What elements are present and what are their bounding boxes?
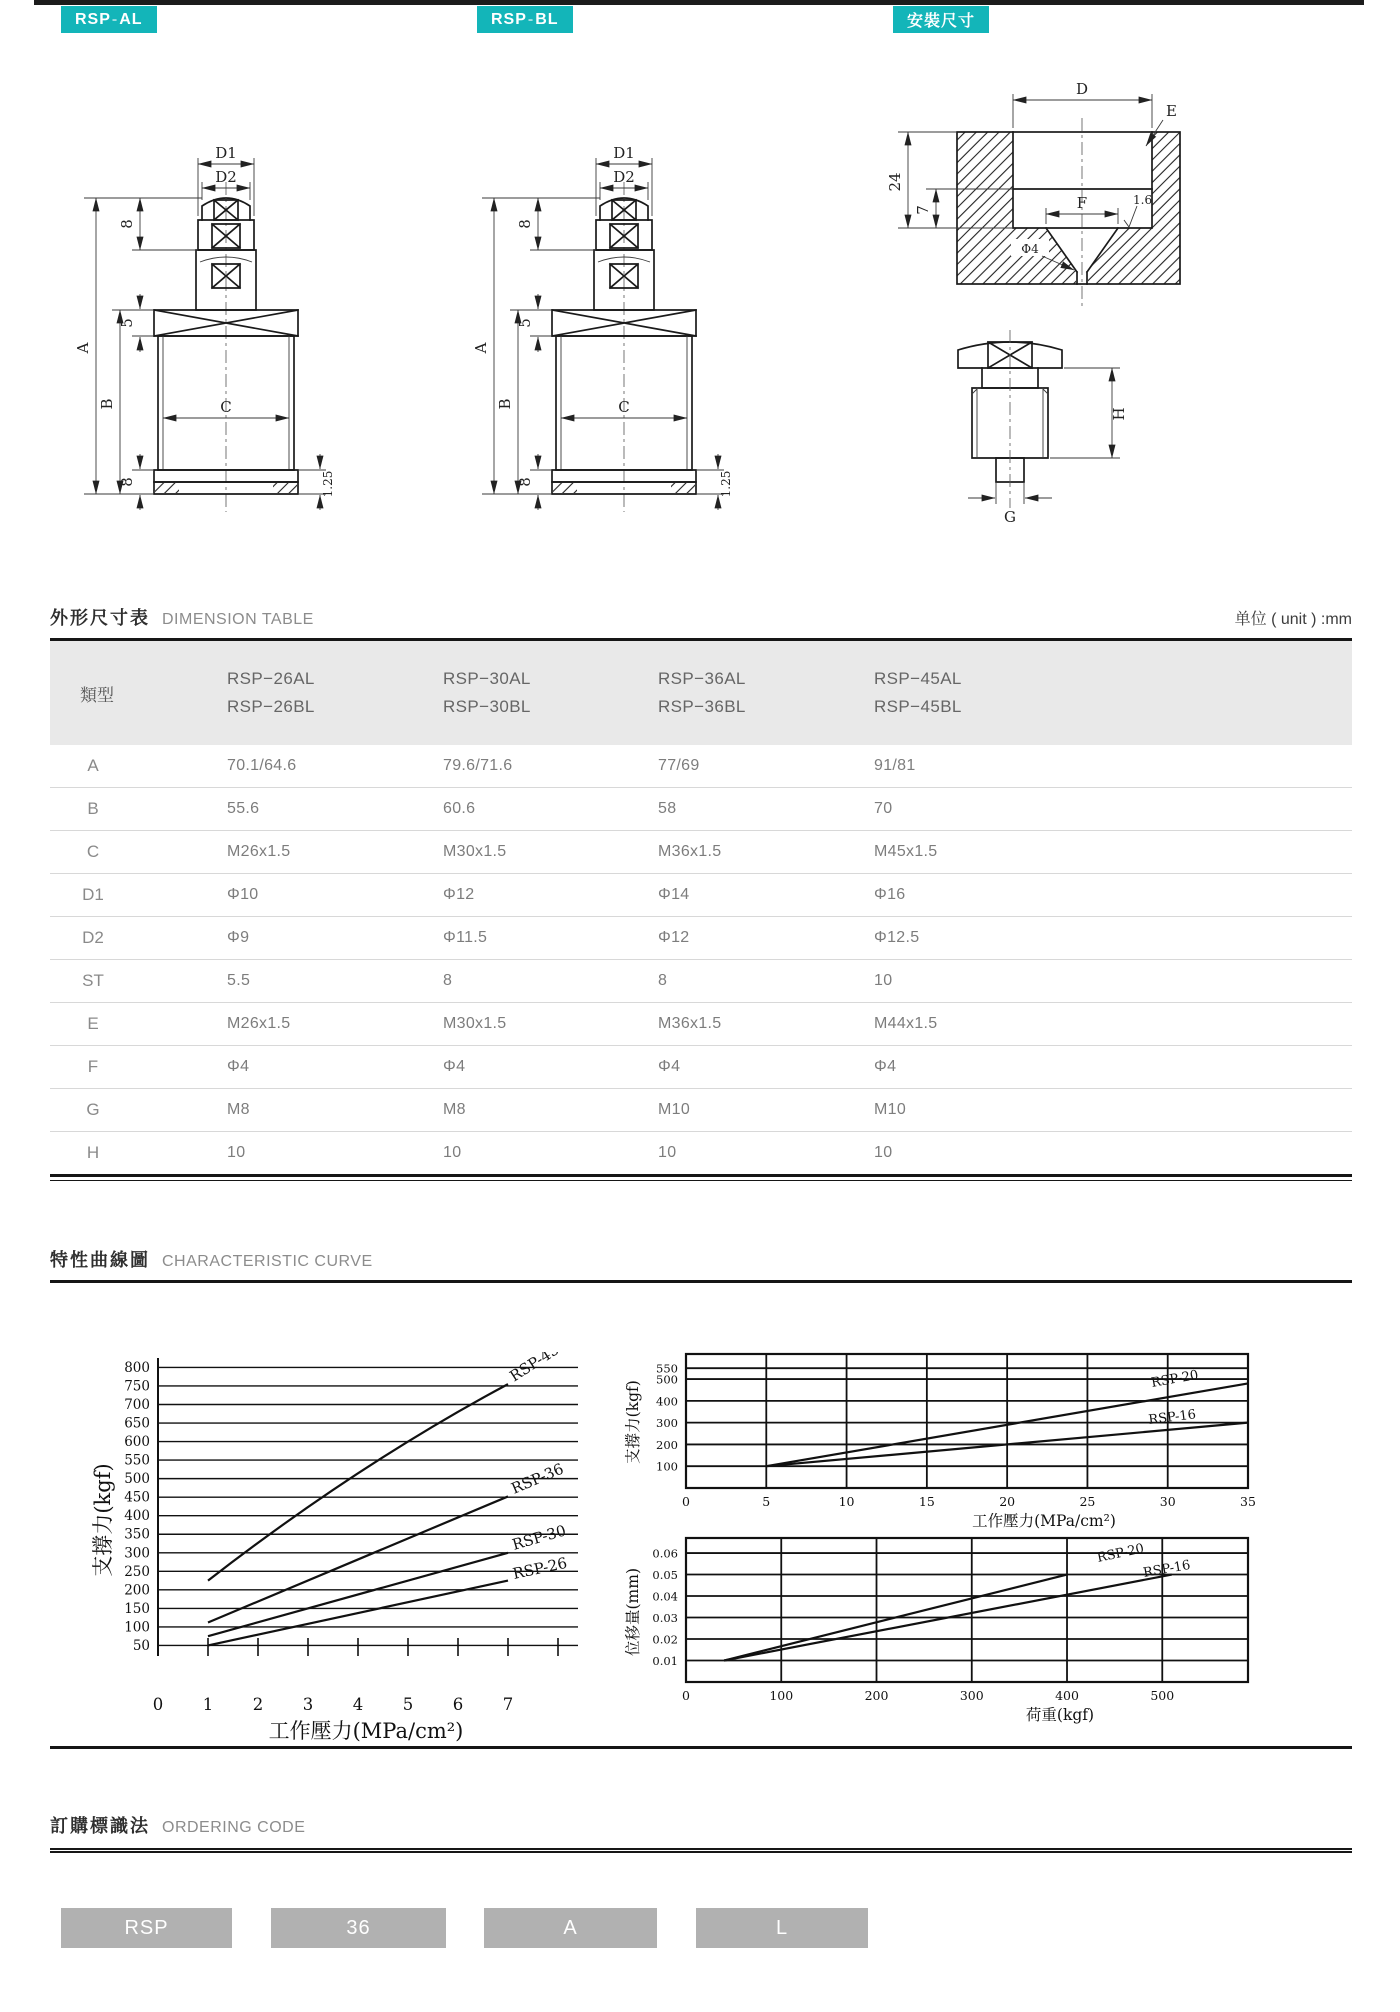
dim-label-8-bottom: 8 xyxy=(516,477,534,487)
table-cell: Φ14 xyxy=(658,886,690,903)
section-title-en: DIMENSION TABLE xyxy=(162,611,314,628)
table-cell: Φ12.5 xyxy=(874,929,920,946)
table-cell: Φ4 xyxy=(874,1058,897,1075)
y-tick-label: 500 xyxy=(124,1471,150,1488)
y-tick-label: 500 xyxy=(656,1372,678,1387)
x-tick-label: 0 xyxy=(682,1688,690,1703)
type-header: 類型 xyxy=(80,685,114,705)
cad-support-view xyxy=(36,66,336,541)
dim-label-hole: Φ4 xyxy=(1021,242,1039,256)
tab-label-sep: - xyxy=(111,10,119,28)
x-tick-label: 1 xyxy=(202,1695,214,1714)
tab-label-sep: - xyxy=(527,10,535,28)
row-label: H xyxy=(86,1143,100,1162)
ordering-title xyxy=(50,1812,1352,1838)
table-row xyxy=(50,1046,1352,1089)
y-tick-label: 550 xyxy=(656,1361,678,1376)
dim-label-b: B xyxy=(98,398,116,410)
tab-label: 安裝尺寸 xyxy=(907,13,976,30)
y-tick-label: 100 xyxy=(656,1459,678,1474)
x-tick-label: 35 xyxy=(1240,1494,1256,1509)
table-cell: Φ4 xyxy=(658,1058,681,1075)
model-name: RSP−36BL xyxy=(658,697,746,716)
dim-label-chamfer: 1.25 xyxy=(719,470,733,498)
x-axis-label: 工作壓力(MPa/cm²) xyxy=(268,1719,464,1743)
table-cell: 70.1/64.6 xyxy=(227,757,297,774)
chart-displacement-load-svg xyxy=(608,1524,1268,1724)
unit-label: 单位 ( unit ) :mm xyxy=(1234,611,1352,628)
x-tick-label: 4 xyxy=(352,1695,364,1714)
table-cell: Φ11.5 xyxy=(443,929,488,946)
table-cell: 55.6 xyxy=(227,800,260,817)
table-row xyxy=(50,1003,1352,1046)
section-title-zh: 訂購標識法 xyxy=(50,1816,150,1836)
x-tick-label: 30 xyxy=(1159,1494,1176,1509)
dim-label-a: A xyxy=(74,342,92,354)
x-tick-label: 200 xyxy=(864,1688,889,1703)
dim-label-d2: D2 xyxy=(215,168,237,186)
series-label: RSP-26 xyxy=(511,1553,569,1583)
x-axis-label: 荷重(kgf) xyxy=(1025,1706,1095,1724)
table-row xyxy=(50,874,1352,917)
y-tick-label: 800 xyxy=(124,1359,150,1376)
y-axis-label: 位移量(mm) xyxy=(624,1568,642,1656)
dim-label-g: G xyxy=(1004,508,1016,526)
y-tick-label: 0.04 xyxy=(652,1589,678,1604)
x-tick-label: 100 xyxy=(769,1688,794,1703)
model-name: RSP−26AL xyxy=(227,669,315,688)
row-label: D2 xyxy=(82,928,104,947)
x-tick-label: 0 xyxy=(152,1695,164,1714)
x-tick-label: 500 xyxy=(1150,1688,1175,1703)
y-tick-label: 750 xyxy=(124,1378,150,1395)
y-tick-label: 350 xyxy=(124,1526,150,1543)
y-tick-label: 100 xyxy=(124,1619,150,1636)
tab-label-prefix: RSP xyxy=(491,10,527,28)
tab-label-suffix: BL xyxy=(535,10,559,28)
dim-label-d: D xyxy=(1075,80,1089,98)
series-label: RSP-20 xyxy=(1150,1367,1200,1391)
ordering-box-4: L xyxy=(696,1908,868,1948)
dim-label-5: 5 xyxy=(516,318,534,328)
x-tick-label: 5 xyxy=(762,1494,771,1509)
dim-label-c: C xyxy=(618,398,630,416)
x-tick-label: 6 xyxy=(452,1695,464,1714)
drawing-rsp-bl xyxy=(434,66,734,546)
section-title-en: ORDERING CODE xyxy=(162,1819,306,1836)
model-name: RSP−30BL xyxy=(443,697,531,716)
chart-force-pressure-small xyxy=(608,1338,1268,1535)
section-title-zh: 外形尺寸表 xyxy=(50,608,150,628)
series-RSP-45 xyxy=(208,1384,508,1580)
series-label: RSP-16 xyxy=(1142,1557,1192,1581)
series-label: RSP-20 xyxy=(1095,1541,1146,1566)
table-cell: 10 xyxy=(227,1144,246,1161)
dim-label-8-top: 8 xyxy=(516,219,534,229)
dim-label-chamfer: 1.25 xyxy=(321,470,335,498)
section-rule xyxy=(50,1280,1352,1283)
table-cell: Φ12 xyxy=(443,886,475,903)
x-tick-label: 20 xyxy=(999,1494,1016,1509)
dim-label-b: B xyxy=(496,398,514,410)
y-tick-label: 300 xyxy=(124,1545,150,1562)
model-header-cell xyxy=(227,641,315,745)
table-cell: 91/81 xyxy=(874,757,916,774)
y-tick-label: 0.06 xyxy=(652,1546,678,1561)
table-cell: 70 xyxy=(874,800,893,817)
dim-label-f: F xyxy=(1076,194,1088,212)
section-rule xyxy=(50,1848,1352,1853)
table-cell: M30x1.5 xyxy=(443,843,507,860)
cad-mount-view xyxy=(870,56,1210,536)
ordering-section xyxy=(50,1812,1352,1853)
series-label: RSP-30 xyxy=(510,1521,568,1554)
table-cell: 77/69 xyxy=(658,757,700,774)
curve-section-title xyxy=(50,1246,1352,1272)
table-cell: 10 xyxy=(874,1144,893,1161)
dim-label-d1: D1 xyxy=(215,144,237,162)
surface-finish-label: 1.6 xyxy=(1133,193,1153,207)
x-tick-label: 400 xyxy=(1055,1688,1079,1703)
model-name: RSP−45AL xyxy=(874,669,962,688)
y-tick-label: 50 xyxy=(132,1637,150,1654)
y-tick-label: 200 xyxy=(656,1437,678,1452)
series-label: RSP-36 xyxy=(508,1459,567,1498)
model-name: RSP−26BL xyxy=(227,697,315,716)
y-tick-label: 250 xyxy=(124,1563,150,1580)
ordering-box-2: 36 xyxy=(271,1908,446,1948)
series-label: RSP-16 xyxy=(1147,1407,1197,1428)
x-tick-label: 0 xyxy=(682,1494,690,1509)
x-tick-label: 3 xyxy=(302,1695,314,1714)
row-label: G xyxy=(86,1100,100,1119)
dim-label-8-top: 8 xyxy=(118,219,136,229)
table-row xyxy=(50,917,1352,960)
curve-section-header xyxy=(50,1246,1352,1283)
drawing-mounting xyxy=(870,56,1210,541)
x-tick-label: 10 xyxy=(838,1494,855,1509)
y-tick-label: 300 xyxy=(656,1416,678,1431)
section-title-en: CHARACTERISTIC CURVE xyxy=(162,1253,373,1270)
row-label: F xyxy=(87,1057,99,1076)
table-row xyxy=(50,831,1352,874)
y-tick-label: 0.02 xyxy=(652,1632,678,1647)
row-label: C xyxy=(86,842,100,861)
dim-label-c: C xyxy=(220,398,232,416)
y-tick-label: 450 xyxy=(124,1489,150,1506)
x-tick-label: 15 xyxy=(918,1494,935,1509)
table-cell: M26x1.5 xyxy=(227,843,291,860)
model-header-cell xyxy=(874,641,962,745)
x-axis-label: 工作壓力(MPa/cm²) xyxy=(972,1512,1116,1530)
table-cell: M45x1.5 xyxy=(874,843,938,860)
table-cell: Φ9 xyxy=(227,929,250,946)
y-tick-label: 400 xyxy=(656,1394,678,1409)
chart-force-pressure-large xyxy=(88,1352,598,1749)
table-bottom-rule xyxy=(50,1174,1352,1181)
row-label: D1 xyxy=(82,885,104,904)
y-tick-label: 650 xyxy=(124,1415,150,1432)
x-tick-label: 300 xyxy=(959,1688,984,1703)
dimension-table-title xyxy=(50,604,1352,630)
dim-label-a: A xyxy=(472,342,490,354)
cad-support-view xyxy=(434,66,734,541)
chart-force-pressure-large-svg xyxy=(88,1352,598,1744)
table-cell: 10 xyxy=(874,972,893,989)
table-cell: M8 xyxy=(227,1101,250,1118)
row-label: B xyxy=(87,799,99,818)
table-cell: M10 xyxy=(658,1101,691,1118)
table-cell: M26x1.5 xyxy=(227,1015,291,1032)
table-cell: M44x1.5 xyxy=(874,1015,938,1032)
y-tick-label: 600 xyxy=(124,1434,150,1451)
table-cell: 60.6 xyxy=(443,800,476,817)
table-cell: Φ16 xyxy=(874,886,906,903)
series-RSP-30 xyxy=(208,1553,508,1636)
ordering-box-1: RSP xyxy=(61,1908,232,1948)
table-cell: 5.5 xyxy=(227,972,251,989)
drawing-rsp-al xyxy=(36,66,336,546)
row-label: E xyxy=(87,1014,99,1033)
tab-label-prefix: RSP xyxy=(75,10,111,28)
dim-label-7: 7 xyxy=(914,205,932,215)
model-header-row xyxy=(50,641,1352,745)
model-name: RSP−36AL xyxy=(658,669,746,688)
model-header-cell xyxy=(443,641,531,745)
table-row xyxy=(50,1089,1352,1132)
table-cell: M36x1.5 xyxy=(658,843,722,860)
table-cell: M30x1.5 xyxy=(443,1015,507,1032)
y-tick-label: 0.01 xyxy=(652,1654,678,1669)
y-axis-label: 支撐力(kgf) xyxy=(91,1463,115,1577)
x-tick-label: 2 xyxy=(252,1695,264,1714)
table-cell: Φ10 xyxy=(227,886,259,903)
table-cell: 8 xyxy=(658,972,668,989)
dimension-table-section xyxy=(50,604,1352,1181)
table-cell: Φ4 xyxy=(227,1058,250,1075)
section-title-zh: 特性曲線圖 xyxy=(50,1250,150,1270)
dim-label-24: 24 xyxy=(886,172,904,192)
y-tick-label: 0.05 xyxy=(652,1568,678,1583)
series-label: RSP-45 xyxy=(506,1352,563,1386)
model-name: RSP−45BL xyxy=(874,697,962,716)
table-row xyxy=(50,960,1352,1003)
y-axis-label: 支撐力(kgf) xyxy=(624,1380,642,1464)
dim-label-5: 5 xyxy=(118,318,136,328)
table-cell: 58 xyxy=(658,800,677,817)
table-row xyxy=(50,745,1352,788)
dimension-table-body xyxy=(50,745,1352,1174)
tab-rsp-bl xyxy=(477,6,573,33)
y-tick-label: 700 xyxy=(124,1396,150,1413)
row-label: A xyxy=(87,756,99,775)
table-cell: M36x1.5 xyxy=(658,1015,722,1032)
top-rule-bar xyxy=(34,0,1364,5)
chart-displacement-load xyxy=(608,1524,1268,1729)
dim-label-d1: D1 xyxy=(613,144,635,162)
model-header-cell xyxy=(658,641,746,745)
model-name: RSP−30AL xyxy=(443,669,531,688)
tab-rsp-al xyxy=(61,6,157,33)
table-row xyxy=(50,1132,1352,1174)
y-tick-label: 550 xyxy=(124,1452,150,1469)
dim-label-8-bottom: 8 xyxy=(118,477,136,487)
table-cell: 10 xyxy=(443,1144,462,1161)
table-cell: M10 xyxy=(874,1101,907,1118)
table-cell: Φ12 xyxy=(658,929,690,946)
table-cell: M8 xyxy=(443,1101,466,1118)
table-cell: Φ4 xyxy=(443,1058,466,1075)
table-cell: 10 xyxy=(658,1144,677,1161)
y-tick-label: 200 xyxy=(124,1582,150,1599)
x-tick-label: 5 xyxy=(402,1695,414,1714)
dim-label-d2: D2 xyxy=(613,168,635,186)
table-cell: 79.6/71.6 xyxy=(443,757,513,774)
dim-label-e: E xyxy=(1166,102,1177,120)
curve-section-bottom-rule xyxy=(50,1746,1352,1749)
y-tick-label: 0.03 xyxy=(652,1611,678,1626)
y-tick-label: 400 xyxy=(124,1508,150,1525)
y-tick-label: 150 xyxy=(124,1600,150,1617)
tab-mount-dims xyxy=(893,6,989,33)
ordering-box-3: A xyxy=(484,1908,657,1948)
chart-force-pressure-small-svg xyxy=(608,1338,1268,1530)
dim-label-h: H xyxy=(1110,407,1128,421)
x-tick-label: 7 xyxy=(502,1695,514,1714)
tab-label-suffix: AL xyxy=(119,10,143,28)
row-label: ST xyxy=(82,971,104,990)
table-cell: 8 xyxy=(443,972,453,989)
table-row xyxy=(50,788,1352,831)
x-tick-label: 25 xyxy=(1079,1494,1096,1509)
